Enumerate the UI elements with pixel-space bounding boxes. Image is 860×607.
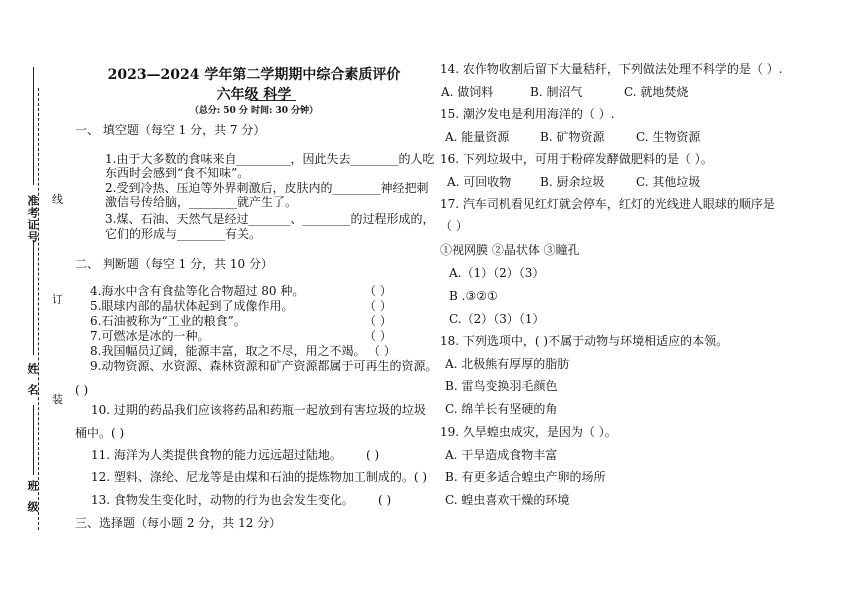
exam-title: 2023—2024 学年第二学期期中综合素质评价 xyxy=(107,67,401,83)
q17-option-b: B .③②① xyxy=(449,289,498,303)
q14-option-a: A. 做饲料 xyxy=(441,85,494,99)
exam-number-blank xyxy=(33,67,34,185)
fill-line-2: 东西时会感到“食不知味”。 xyxy=(105,166,250,180)
exam-info: （总分: 50 分 时间: 30 分钟） xyxy=(189,106,319,116)
judge-item-6: 6.石油被称为“工业的粮食”。 xyxy=(90,314,246,328)
exam-number-label: 准考证号 xyxy=(26,195,39,243)
q16-option-a: A. 可回收物 xyxy=(447,175,512,189)
q19-option-b: B. 有更多适合蝗虫产卵的场所 xyxy=(445,470,606,484)
question-17-line1: 17. 汽车司机看见红灯就会停车，红灯的光线进人眼球的顺序是 xyxy=(440,197,775,211)
judge-item-10-line2: 桶中。( ) xyxy=(75,426,125,440)
q18-option-b: B. 雷鸟变换羽毛颜色 xyxy=(445,379,558,393)
judge-item-5: 5.眼球内部的晶状体起到了成像作用。 xyxy=(90,299,294,313)
judge-paren-5: （ ） xyxy=(364,299,392,313)
q15-option-c: C. 生物资源 xyxy=(636,130,701,144)
question-16: 16. 下列垃圾中，可用于粉碎发酵做肥料的是（ ）。 xyxy=(440,152,713,166)
q14-option-b: B. 制沼气 xyxy=(530,85,583,99)
fill-line-4: 激信号传给脑，________就产生了。 xyxy=(105,195,298,209)
question-19: 19. 久旱蝗虫成灾，是因为（ ）。 xyxy=(440,425,617,439)
zhuang-mark: 装 xyxy=(52,393,63,406)
question-15: 15. 潮汐发电是利用海洋的（ ）. xyxy=(440,107,615,121)
q16-option-c: C. 其他垃圾 xyxy=(636,175,701,189)
q19-option-a: A. 干旱造成食物丰富 xyxy=(445,448,558,462)
judge-paren-8: （ ） xyxy=(368,344,396,358)
judge-item-4: 4.海水中含有食盐等化合物超过 80 种。 xyxy=(90,284,305,298)
q15-option-a: A. 能量资源 xyxy=(445,130,510,144)
judge-item-12: 12. 塑料、涤纶、尼龙等是由煤和石油的提炼物加工制成的。( ) xyxy=(91,470,428,484)
exam-subtitle: 六年级 科学 xyxy=(216,87,292,103)
section2-heading: 二、 判断题（每空 1 分，共 10 分） xyxy=(75,257,273,271)
q16-option-b: B. 厨余垃圾 xyxy=(540,175,605,189)
judge-paren-13: ( ) xyxy=(378,493,392,507)
name-blank xyxy=(33,240,34,355)
q15-option-b: B. 矿物资源 xyxy=(540,130,605,144)
xian-mark: 线 xyxy=(52,193,63,206)
subject-underline xyxy=(250,100,296,101)
name-label: 姓名 xyxy=(26,363,39,405)
q14-option-c: C. 就地焚烧 xyxy=(624,85,689,99)
class-label: 班级 xyxy=(26,480,39,522)
judge-paren-6: （ ） xyxy=(364,314,392,328)
judge-item-9: 9.动物资源、水资源、森林资源和矿产资源都属于可再生的资源。 xyxy=(90,359,438,373)
judge-paren-11: ( ) xyxy=(366,448,380,462)
question-18: 18. 下列选项中，( )不属于动物与环境相适应的本领。 xyxy=(440,334,729,348)
judge-item-7: 7.可燃冰是冰的一种。 xyxy=(90,329,210,343)
q17-parts: ①视网膜 ②晶状体 ③瞳孔 xyxy=(440,243,580,257)
judge-paren-9: ( ) xyxy=(75,383,89,397)
q17-option-c: C.（2）（3）（1） xyxy=(449,312,545,326)
fill-line-5: 3.煤、石油、天然气是经过_______、________的过程形成的， xyxy=(105,212,435,226)
fill-line-6: 它们的形成与________有关。 xyxy=(105,227,262,241)
binding-line xyxy=(38,88,39,530)
class-blank xyxy=(33,405,34,475)
section1-heading: 一、 填空题（每空 1 分，共 7 分） xyxy=(75,123,266,137)
question-14: 14. 农作物收割后留下大量秸秆，下列做法处理不科学的是（ ）. xyxy=(440,62,783,76)
ding-mark: 订 xyxy=(52,293,63,306)
judge-item-13: 13. 食物发生变化时，动物的行为也会发生变化。 xyxy=(91,493,354,507)
q17-option-a: A.（1）（2）（3） xyxy=(449,266,545,280)
judge-item-11: 11. 海洋为人类提供食物的能力远远超过陆地。 xyxy=(91,448,342,462)
judge-item-8: 8.我国幅员辽阔，能源丰富，取之不尽，用之不竭。 xyxy=(90,344,366,358)
judge-paren-4: （ ） xyxy=(364,284,392,298)
judge-paren-7: （ ） xyxy=(364,329,392,343)
fill-line-3: 2.受到冷热、压迫等外界刺激后，皮肤内的________神经把刺 xyxy=(105,181,429,195)
question-17-line2: （ ） xyxy=(440,219,468,233)
q18-option-a: A. 北极熊有厚厚的脂肪 xyxy=(445,357,570,371)
q19-option-c: C. 蝗虫喜欢干燥的环境 xyxy=(445,493,570,507)
section3-heading: 三、选择题（每小题 2 分，共 12 分） xyxy=(75,516,282,530)
q18-option-c: C. 绵羊长有坚硬的角 xyxy=(445,402,558,416)
fill-line-1: 1.由于大多数的食味来自_________，因此失去________的人吃 xyxy=(105,152,435,166)
judge-item-10-line1: 10. 过期的药品我们应该将药品和药瓶一起放到有害垃圾的垃圾 xyxy=(91,403,426,417)
